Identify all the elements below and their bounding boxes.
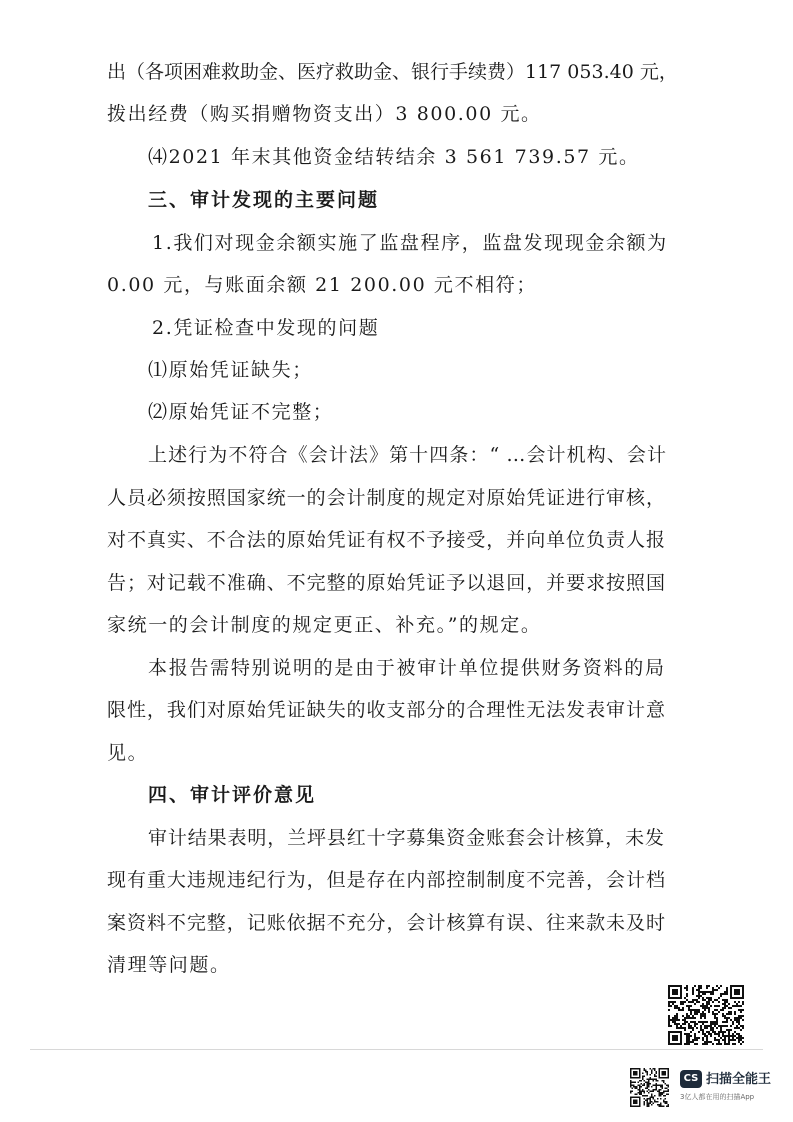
text-line: 案资料不完整，记账依据不充分，会计核算有误、往来款未及时 xyxy=(107,912,665,934)
text-line: ⑷2021 年末其他资金结转结余 3 561 739.57 元。 xyxy=(148,146,640,168)
text-line: 1.我们对现金余额实施了监盘程序，监盘发现现金余额为 xyxy=(152,232,668,254)
text-line: 告；对记载不准确、不完整的原始凭证予以退回，并要求按照国 xyxy=(107,572,665,594)
text-line: 0.00 元，与账面余额 21 200.00 元不相符； xyxy=(107,274,537,296)
text-line: 拨出经费（购买捐赠物资支出）3 800.00 元。 xyxy=(107,103,542,125)
section-heading: 三、审计发现的主要问题 xyxy=(148,189,380,211)
text-line: 现有重大违规违纪行为，但是存在内部控制制度不完善，会计档 xyxy=(107,869,665,891)
text-line: 对不真实、不合法的原始凭证有权不予接受，并向单位负责人报 xyxy=(107,529,665,551)
scanner-app-name: 扫描全能王 xyxy=(706,1072,772,1087)
text-line: 2.凭证检查中发现的问题 xyxy=(152,317,380,339)
page-divider xyxy=(30,1049,763,1050)
text-line: 审计结果表明，兰坪县红十字募集资金账套会计核算，未发 xyxy=(148,827,664,849)
scanner-tagline: 3亿人都在用的扫描App xyxy=(680,1093,755,1101)
section-heading: 四、审计评价意见 xyxy=(148,784,317,806)
text-line: 见。 xyxy=(107,742,149,764)
text-line: 人员必须按照国家统一的会计制度的规定对原始凭证进行审核， xyxy=(107,487,665,509)
text-line: ⑵原始凭证不完整； xyxy=(148,401,334,423)
text-line: 出（各项困难救助金、医疗救助金、银行手续费）117 053.40 元， xyxy=(107,61,678,83)
cs-logo-icon: CS xyxy=(680,1070,702,1088)
scanner-watermark xyxy=(630,1066,780,1110)
qr-code-icon xyxy=(668,985,744,1045)
qr-code-icon xyxy=(630,1068,670,1108)
text-line: 清理等问题。 xyxy=(107,954,231,976)
text-line: 本报告需特别说明的是由于被审计单位提供财务资料的局 xyxy=(148,657,664,679)
text-line: 家统一的会计制度的规定更正、补充。”的规定。 xyxy=(107,614,542,636)
text-line: 上述行为不符合《会计法》第十四条：“ …会计机构、会计 xyxy=(148,444,666,466)
text-line: 限性，我们对原始凭证缺失的收支部分的合理性无法发表审计意 xyxy=(107,699,665,721)
text-line: ⑴原始凭证缺失； xyxy=(148,359,313,381)
